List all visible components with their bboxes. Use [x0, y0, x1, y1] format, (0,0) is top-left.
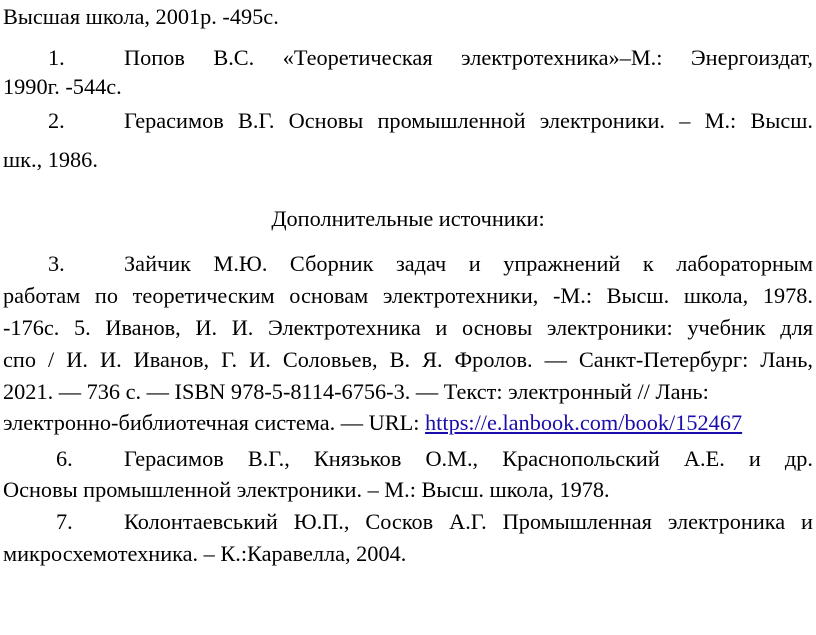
entry-7-number: 7. — [56, 509, 73, 534]
additional-sources-heading: Дополнительные источники: — [271, 206, 545, 231]
entry-3-line-5: 2021. — 736 с. — ISBN 978-5-8114-6756-3. — Текст: электронный // Лань: — [3, 379, 709, 404]
entry-6-line-2: Основы промышленной электроники. – М.: Высш. школа, 1978. — [3, 477, 610, 502]
entry-3-line-3: -176с. 5. Иванов, И. И. Электротехника и основы электроники: учебник для — [3, 315, 813, 340]
entry-2-line-1: Герасимов В.Г. Основы промышленной электроники. – М.: Высш. — [124, 108, 813, 133]
header-line: Высшая школа, 2001р. -495с. — [3, 4, 279, 29]
entry-3-line-1: Зайчик М.Ю. Сборник задач и упражнений к лабораторным — [124, 251, 813, 276]
entry-3-line-4: спо / И. И. Иванов, Г. И. Соловьев, В. Я. Фролов. — Санкт-Петербург: Лань, — [3, 347, 813, 372]
entry-2-number: 2. — [48, 108, 65, 133]
lanbook-link[interactable]: https://e.lanbook.com/book/152467 — [425, 410, 743, 435]
entry-1-number: 1. — [48, 45, 65, 70]
entry-3-line-6-text: электронно-библиотечная система. — URL: — [3, 410, 426, 435]
entry-6-number: 6. — [56, 446, 73, 471]
entry-7-line-2: микросхемотехника. – К.:Каравелла, 2004. — [3, 541, 407, 566]
entry-1-line-2: 1990г. -544с. — [3, 74, 122, 99]
entry-2-line-2: шк., 1986. — [3, 147, 98, 172]
entry-7-line-1: Колонтаевський Ю.П., Сосков А.Г. Промышленная электроника и — [124, 509, 813, 534]
entry-3-number: 3. — [48, 251, 65, 276]
entry-3-line-2: работам по теоретическим основам электротехники, -М.: Высш. школа, 1978. — [3, 283, 813, 308]
entry-3-line-6 — [3, 410, 813, 436]
entry-6-line-1: Герасимов В.Г., Князьков О.М., Краснопольский А.Е. и др. — [124, 446, 813, 471]
entry-1-line-1: Попов В.С. «Теоретическая электротехника»–М.: Энергоиздат, — [124, 45, 813, 70]
